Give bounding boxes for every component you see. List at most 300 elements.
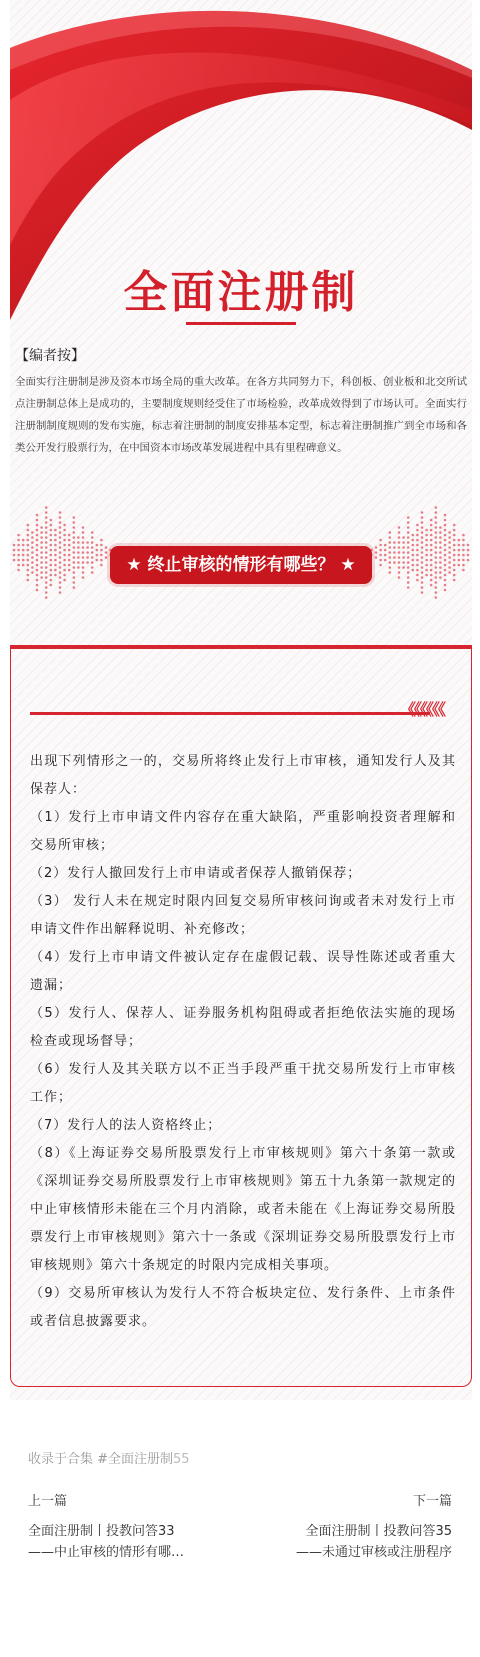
decor-dot bbox=[435, 596, 438, 599]
decor-dot bbox=[425, 549, 428, 552]
prev-article-link[interactable] bbox=[28, 1490, 228, 1563]
decor-dot bbox=[407, 551, 410, 554]
decor-dot bbox=[412, 544, 415, 547]
decor-dot bbox=[439, 531, 442, 534]
decor-dot bbox=[59, 536, 62, 539]
decor-dot bbox=[430, 549, 433, 552]
decor-dot bbox=[416, 529, 419, 532]
decor-dot bbox=[59, 551, 62, 554]
decor-dot bbox=[45, 596, 48, 599]
decor-dot bbox=[425, 539, 428, 542]
decor-dot bbox=[36, 559, 39, 562]
decor-dot bbox=[421, 546, 424, 549]
decor-dot bbox=[407, 556, 410, 559]
answer-paragraph: （5）发行人、保荐人、证券服务机构阻碍或者拒绝依法实施的现场检查或现场督导； bbox=[30, 1006, 456, 1049]
decor-dot bbox=[462, 569, 465, 572]
decor-dot bbox=[73, 516, 76, 519]
decor-dot bbox=[45, 566, 48, 569]
decor-dot bbox=[59, 541, 62, 544]
decor-dot bbox=[77, 536, 80, 539]
decor-dot bbox=[77, 566, 80, 569]
decor-dot bbox=[416, 554, 419, 557]
decor-dot bbox=[36, 574, 39, 577]
decor-dot bbox=[444, 574, 447, 577]
decor-dot bbox=[407, 571, 410, 574]
decor-dot bbox=[59, 531, 62, 534]
decor-dot bbox=[45, 516, 48, 519]
decor-dot bbox=[402, 551, 405, 554]
decor-dot bbox=[54, 529, 57, 532]
decor-dot bbox=[45, 541, 48, 544]
decor-dot bbox=[407, 566, 410, 569]
decor-dot bbox=[430, 569, 433, 572]
prev-title-line2: ——中止审核的情形有哪… bbox=[28, 1545, 185, 1560]
decor-dot bbox=[435, 516, 438, 519]
decor-dot bbox=[27, 564, 30, 567]
decor-dot bbox=[430, 534, 433, 537]
decor-dot bbox=[27, 524, 30, 527]
decor-dot bbox=[421, 586, 424, 589]
decor-dot bbox=[467, 549, 470, 552]
decor-dot bbox=[68, 564, 71, 567]
decor-dot bbox=[412, 554, 415, 557]
decor-dot bbox=[59, 526, 62, 529]
prev-title-line1: 全面注册制丨投教问答33 bbox=[28, 1524, 175, 1539]
answer-paragraph: （3） 发行人未在规定时限内回复交易所审核问询或者未对发行上市申请文件作出解释说明、补充修改； bbox=[30, 894, 456, 937]
decor-dot bbox=[68, 569, 71, 572]
decor-dot bbox=[91, 546, 94, 549]
decor-dot bbox=[421, 516, 424, 519]
decor-dot bbox=[421, 531, 424, 534]
decor-dot bbox=[421, 576, 424, 579]
decor-dot bbox=[444, 549, 447, 552]
decor-dot bbox=[63, 559, 66, 562]
decor-dot bbox=[407, 581, 410, 584]
decor-dot bbox=[40, 546, 43, 549]
decor-dot bbox=[17, 549, 20, 552]
decor-dot bbox=[402, 566, 405, 569]
decor-dot bbox=[439, 536, 442, 539]
decor-dot bbox=[462, 534, 465, 537]
decor-dot bbox=[412, 564, 415, 567]
decor-dot bbox=[45, 591, 48, 594]
decor-dot bbox=[393, 551, 396, 554]
decor-dot bbox=[82, 526, 85, 529]
decor-dot bbox=[458, 549, 461, 552]
decor-dot bbox=[59, 516, 62, 519]
decor-dot bbox=[73, 531, 76, 534]
decor-dot bbox=[458, 539, 461, 542]
decor-dot bbox=[379, 549, 382, 552]
decor-dot bbox=[59, 521, 62, 524]
decor-dot bbox=[22, 549, 25, 552]
decor-dot bbox=[389, 566, 392, 569]
decor-dot bbox=[444, 529, 447, 532]
decor-dot bbox=[50, 584, 53, 587]
decor-dot bbox=[375, 556, 378, 559]
decor-dot bbox=[86, 551, 89, 554]
decor-dot bbox=[384, 559, 387, 562]
collection-count: 55 bbox=[173, 1452, 190, 1467]
decor-dot bbox=[430, 574, 433, 577]
decor-dot bbox=[398, 541, 401, 544]
decor-dot bbox=[77, 546, 80, 549]
article-footer bbox=[28, 1448, 452, 1560]
next-label: 下一篇 bbox=[412, 1494, 452, 1509]
decor-dot bbox=[45, 511, 48, 514]
decor-dot bbox=[100, 544, 103, 547]
decor-dot bbox=[59, 576, 62, 579]
decor-dot bbox=[36, 549, 39, 552]
decor-dot bbox=[430, 564, 433, 567]
next-article-link[interactable] bbox=[222, 1490, 452, 1563]
hero-title: 全面注册制 bbox=[123, 267, 359, 318]
decor-dot bbox=[40, 566, 43, 569]
decor-dot bbox=[45, 526, 48, 529]
decor-dot bbox=[467, 554, 470, 557]
decor-dot bbox=[100, 554, 103, 557]
decor-dot bbox=[430, 539, 433, 542]
decor-dot bbox=[444, 539, 447, 542]
decor-dot bbox=[407, 576, 410, 579]
decor-dot bbox=[416, 549, 419, 552]
decor-dot bbox=[91, 571, 94, 574]
decor-dot bbox=[393, 561, 396, 564]
decor-dot bbox=[435, 506, 438, 509]
decor-dot bbox=[73, 541, 76, 544]
decor-dot bbox=[73, 521, 76, 524]
decor-dot bbox=[82, 566, 85, 569]
decor-dot bbox=[82, 571, 85, 574]
answer-paragraph: （1）发行上市申请文件内容存在重大缺陷，严重影响投资者理解和交易所审核； bbox=[30, 810, 456, 853]
decor-dot bbox=[22, 544, 25, 547]
decor-dot bbox=[416, 534, 419, 537]
decor-dot bbox=[398, 546, 401, 549]
decor-dot bbox=[36, 514, 39, 517]
decor-dot bbox=[45, 531, 48, 534]
decor-dot bbox=[68, 534, 71, 537]
editor-note bbox=[10, 345, 472, 459]
decor-dot bbox=[50, 539, 53, 542]
decor-dot bbox=[50, 559, 53, 562]
decor-dot bbox=[13, 549, 16, 552]
decor-dot bbox=[393, 556, 396, 559]
decor-dot bbox=[435, 571, 438, 574]
next-title-line2: ——未通过审核或注册程序 bbox=[295, 1545, 452, 1560]
decor-dot bbox=[54, 534, 57, 537]
decor-dot bbox=[17, 539, 20, 542]
decor-dot bbox=[31, 541, 34, 544]
decor-dot bbox=[27, 534, 30, 537]
decor-dot bbox=[36, 584, 39, 587]
decor-dot bbox=[91, 536, 94, 539]
decor-dot bbox=[402, 556, 405, 559]
decor-dot bbox=[50, 574, 53, 577]
article-poster bbox=[10, 0, 472, 1400]
decor-dot bbox=[59, 546, 62, 549]
decor-dot bbox=[31, 566, 34, 569]
decor-dot bbox=[68, 549, 71, 552]
decor-dot bbox=[31, 531, 34, 534]
decor-dot bbox=[68, 559, 71, 562]
decor-dot bbox=[412, 539, 415, 542]
decor-dot bbox=[425, 574, 428, 577]
decor-dot bbox=[425, 544, 428, 547]
decor-dot bbox=[430, 554, 433, 557]
decor-dot bbox=[416, 569, 419, 572]
decor-dot bbox=[54, 559, 57, 562]
decor-dot bbox=[448, 536, 451, 539]
decor-dot bbox=[416, 574, 419, 577]
decor-dot bbox=[40, 541, 43, 544]
decor-dot bbox=[54, 574, 57, 577]
decor-dot bbox=[17, 564, 20, 567]
decor-dot bbox=[91, 531, 94, 534]
decor-dot bbox=[45, 556, 48, 559]
decor-dot bbox=[45, 571, 48, 574]
decor-dot bbox=[50, 579, 53, 582]
next-title-line1: 全面注册制丨投教问答35 bbox=[305, 1524, 452, 1539]
card-divider bbox=[30, 712, 430, 715]
decor-dot bbox=[45, 576, 48, 579]
decor-dot bbox=[54, 569, 57, 572]
decor-dot bbox=[59, 566, 62, 569]
decor-dot bbox=[435, 551, 438, 554]
decor-dot bbox=[435, 566, 438, 569]
decor-dot bbox=[425, 554, 428, 557]
decor-dot bbox=[444, 544, 447, 547]
decor-dot bbox=[402, 561, 405, 564]
decor-dot bbox=[91, 556, 94, 559]
decor-dot bbox=[63, 564, 66, 567]
decor-dot bbox=[435, 536, 438, 539]
decor-dot bbox=[453, 554, 456, 557]
decor-dot bbox=[17, 544, 20, 547]
decor-dot bbox=[430, 544, 433, 547]
decor-dot bbox=[379, 559, 382, 562]
decor-dot bbox=[439, 576, 442, 579]
decor-dot bbox=[416, 559, 419, 562]
decor-dot bbox=[435, 521, 438, 524]
collection-label[interactable]: 收录于合集 #全面注册制 bbox=[28, 1452, 174, 1467]
decor-dot bbox=[73, 576, 76, 579]
decor-dot bbox=[31, 536, 34, 539]
answer-paragraph: 出现下列情形之一的，交易所将终止发行上市审核，通知发行人及其保荐人： bbox=[30, 754, 456, 797]
decor-dot bbox=[416, 524, 419, 527]
decor-dot bbox=[444, 569, 447, 572]
decor-dot bbox=[453, 524, 456, 527]
qa-answer bbox=[30, 748, 456, 1336]
decor-dot bbox=[435, 531, 438, 534]
decor-dot bbox=[77, 541, 80, 544]
decor-dot bbox=[54, 554, 57, 557]
decor-dot bbox=[439, 561, 442, 564]
decor-dot bbox=[59, 511, 62, 514]
decor-dot bbox=[13, 559, 16, 562]
decor-dot bbox=[50, 544, 53, 547]
decor-dot bbox=[421, 526, 424, 529]
decor-dot bbox=[40, 556, 43, 559]
decor-dot bbox=[421, 591, 424, 594]
decor-dot bbox=[27, 529, 30, 532]
decor-dot bbox=[82, 531, 85, 534]
decor-dot bbox=[96, 559, 99, 562]
decor-dot bbox=[36, 524, 39, 527]
decor-dot bbox=[412, 569, 415, 572]
decor-dot bbox=[91, 566, 94, 569]
decor-dot bbox=[40, 576, 43, 579]
decor-dot bbox=[407, 541, 410, 544]
decor-dot bbox=[36, 519, 39, 522]
decor-dot bbox=[398, 566, 401, 569]
decor-dot bbox=[407, 521, 410, 524]
decor-dot bbox=[453, 564, 456, 567]
answer-paragraph: （8）《上海证券交易所股票发行上市审核规则》第六十条第一款或《深圳证券交易所股票发行上市审核规则》第五十九条第一款规定的中止审核情形未能在三个月内消除，或者未能在《上海证券交易所股票发行上市审核规则》第六十一条或《深圳证券交易所股票发行上市审核规则》第六十条规定的时限内完成相关事项。 bbox=[30, 1146, 456, 1273]
decor-dot bbox=[63, 574, 66, 577]
decor-dot bbox=[389, 546, 392, 549]
decor-dot bbox=[36, 539, 39, 542]
decor-dot bbox=[393, 541, 396, 544]
decor-dot bbox=[82, 546, 85, 549]
decor-dot bbox=[435, 581, 438, 584]
decor-dot bbox=[100, 559, 103, 562]
decor-dot bbox=[389, 531, 392, 534]
decor-dot bbox=[82, 536, 85, 539]
decor-dot bbox=[462, 559, 465, 562]
decor-dot bbox=[412, 559, 415, 562]
decor-dot bbox=[73, 586, 76, 589]
decor-dot bbox=[63, 524, 66, 527]
decor-dot bbox=[31, 551, 34, 554]
decor-dot bbox=[448, 571, 451, 574]
decor-dot bbox=[73, 526, 76, 529]
decor-dot bbox=[45, 581, 48, 584]
decor-dot bbox=[50, 554, 53, 557]
decor-dot bbox=[45, 561, 48, 564]
decor-dot bbox=[375, 551, 378, 554]
decor-dot bbox=[439, 556, 442, 559]
decor-dot bbox=[412, 534, 415, 537]
decor-dot bbox=[36, 554, 39, 557]
decor-dot bbox=[398, 556, 401, 559]
decor-dot bbox=[384, 544, 387, 547]
decor-dot bbox=[453, 549, 456, 552]
decor-dot bbox=[435, 591, 438, 594]
decor-dot bbox=[398, 571, 401, 574]
decor-dot bbox=[444, 559, 447, 562]
decor-dot bbox=[444, 524, 447, 527]
editor-note-body: 全面实行注册制是涉及资本市场全局的重大改革。在各方共同努力下，科创板、创业板和北交所试点注册制总体上是成功的，主要制度规则经受住了市场检验，改革成效得到了市场认可。全面实行注册制制度规则的发布实施，标志着注册制的制度安排基本定型，标志着注册制推广到全市场和各类公开发行股票行为，在中国资本市场改革发展进程中具有里程碑意义。 bbox=[15, 376, 467, 454]
decor-dot bbox=[105, 546, 108, 549]
decor-dot bbox=[59, 556, 62, 559]
decor-dot bbox=[444, 519, 447, 522]
decor-dot bbox=[40, 551, 43, 554]
decor-dot bbox=[77, 551, 80, 554]
decor-dot bbox=[435, 526, 438, 529]
decor-dot bbox=[68, 554, 71, 557]
decor-dot bbox=[435, 541, 438, 544]
decor-dot bbox=[389, 571, 392, 574]
decor-dot bbox=[421, 536, 424, 539]
decor-dot bbox=[45, 546, 48, 549]
decor-dot bbox=[425, 529, 428, 532]
decor-dot bbox=[467, 559, 470, 562]
decor-dot bbox=[31, 571, 34, 574]
decor-dot bbox=[407, 531, 410, 534]
decor-dot bbox=[421, 566, 424, 569]
decor-dot bbox=[17, 569, 20, 572]
decor-dot bbox=[45, 551, 48, 554]
decor-dot bbox=[435, 556, 438, 559]
decor-dot bbox=[384, 549, 387, 552]
decor-dot bbox=[425, 559, 428, 562]
decor-dot bbox=[458, 544, 461, 547]
decor-dot bbox=[31, 546, 34, 549]
decor-dot bbox=[439, 571, 442, 574]
decor-dot bbox=[86, 556, 89, 559]
decor-dot bbox=[379, 554, 382, 557]
decor-dot bbox=[425, 534, 428, 537]
decor-dot bbox=[17, 559, 20, 562]
decor-dot bbox=[73, 581, 76, 584]
decor-dot bbox=[50, 519, 53, 522]
decor-dot bbox=[421, 556, 424, 559]
decor-dot bbox=[421, 541, 424, 544]
decor-dot bbox=[407, 536, 410, 539]
decor-dot bbox=[86, 561, 89, 564]
decor-dot bbox=[444, 514, 447, 517]
decor-dot bbox=[444, 564, 447, 567]
decor-dot bbox=[63, 539, 66, 542]
collection-tag[interactable] bbox=[28, 1448, 452, 1467]
decor-dot bbox=[22, 564, 25, 567]
decor-dot bbox=[45, 506, 48, 509]
decor-dot bbox=[444, 579, 447, 582]
decor-dot bbox=[439, 566, 442, 569]
decor-dot bbox=[444, 554, 447, 557]
decor-dot bbox=[448, 556, 451, 559]
decor-dot bbox=[379, 544, 382, 547]
decor-dot bbox=[77, 561, 80, 564]
decor-dot bbox=[77, 556, 80, 559]
decor-dot bbox=[17, 534, 20, 537]
decor-dot bbox=[27, 579, 30, 582]
decor-dot bbox=[462, 544, 465, 547]
decor-dot bbox=[54, 544, 57, 547]
decor-dot bbox=[96, 544, 99, 547]
decor-dot bbox=[402, 536, 405, 539]
decor-dot bbox=[82, 561, 85, 564]
chevron-left-icon: 《《《《《《 bbox=[400, 700, 445, 719]
decor-dot bbox=[73, 536, 76, 539]
decor-dot bbox=[27, 574, 30, 577]
decor-dot bbox=[430, 519, 433, 522]
decor-dot bbox=[45, 521, 48, 524]
decor-dot bbox=[40, 536, 43, 539]
decor-dot bbox=[421, 581, 424, 584]
decor-dot bbox=[100, 539, 103, 542]
decor-dot bbox=[96, 549, 99, 552]
decor-dot bbox=[416, 539, 419, 542]
decor-dot bbox=[453, 539, 456, 542]
decor-dot bbox=[435, 561, 438, 564]
answer-paragraph: （7）发行人的法人资格终止； bbox=[30, 1118, 222, 1133]
decor-dot bbox=[393, 546, 396, 549]
decor-dot bbox=[68, 544, 71, 547]
decor-dot bbox=[54, 564, 57, 567]
decor-dot bbox=[36, 579, 39, 582]
decor-dot bbox=[50, 529, 53, 532]
